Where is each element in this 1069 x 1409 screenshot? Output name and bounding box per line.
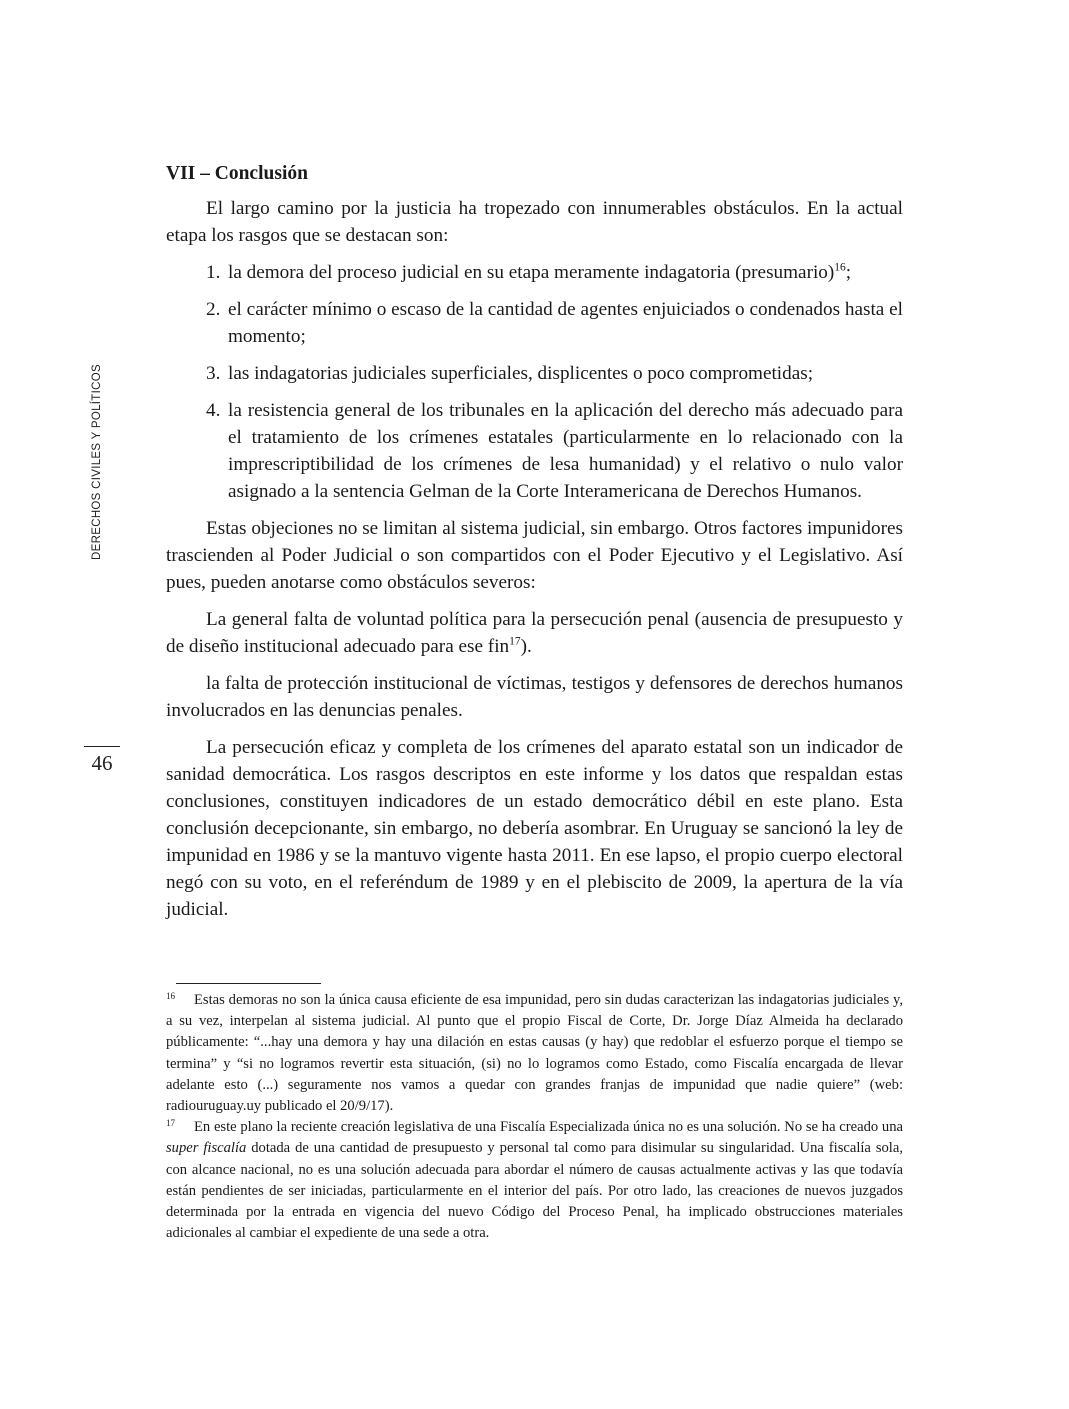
list-item-text: el carácter mínimo o escaso de la cantidad de agentes enjuiciados o condenados hasta el momento; [228, 299, 903, 347]
political-will-paragraph [166, 606, 903, 660]
list-item [166, 296, 903, 350]
list-item-text: la resistencia general de los tribunales en la aplicación del derecho más adecuado para el tratamiento de los crímenes estatales (particularmente en lo relacionado con la imprescriptibilidad de los crímenes de lesa humanidad) y el relativo o nulo valor asignado a la sentencia Gelman de la Corte Interamericana de Derechos Humanos. [228, 400, 903, 502]
footnote-17: 17 En este plano la reciente creación legislativa de una Fiscalía Especializada única no es una solución. No se ha creado una super fiscalía dotada de una cantidad de presupuesto y personal tal como para disimular su singularidad. Una fiscalía sola, con alcance nacional, no es una solución adecuada para abordar el número de causas actualmente activas y las que todavía están pendientes de ser iniciadas, particularmente en el interior del país. Por otro lado, las creaciones de nuevos juzgados determinada por la entrada en vigencia del nuevo Código del Proceso Penal, ha implicado obstrucciones materiales adicionales al cambiar el expediente de una sede a otra. [166, 1118, 903, 1242]
protection-paragraph: la falta de protección institucional de víctimas, testigos y defensores de derechos humanos involucrados en las denuncias penales. [166, 673, 903, 721]
running-section-label: DERECHOS CIVILES Y POLÍTICOS [91, 364, 103, 560]
footnote-reference[interactable]: 16 [834, 261, 846, 274]
list-item-number: 1. [206, 262, 221, 283]
section-heading: VII – Conclusión [166, 163, 308, 184]
footnote-16: 16 Estas demoras no son la única causa eficiente de esa impunidad, pero sin dudas caracterizan las indagatorias judiciales y, a su vez, interpelan al sistema judicial. Al punto que el propio Fiscal de Corte, Dr. Jorge Díaz Almeida ha declarado públicamente: “...hay una demora y hay una dilación en estas causas (y hay) que redoblar el esfuerzo porque el tiempo se termina” y “si no logramos revertir esta situación, (si) no lo logramos como Estado, como Fiscalía encargada de llevar adelante esto (...) seguramente nos vamos a quedar con grandes franjas de impunidad que nadie quiere” (web: radiouruguay.uy publicado el 20/9/17). [166, 991, 903, 1115]
list-item-punctuation: ; [845, 262, 852, 283]
footnote-text: En este plano la reciente creación legislativa de una Fiscalía Especializada única no es una solución. No se ha creado una [194, 1119, 903, 1136]
main-text [166, 160, 903, 933]
list-item-text: la demora del proceso judicial en su etapa meramente indagatoria (presumario) [228, 262, 835, 283]
list-item [166, 360, 903, 387]
list-item-number: 4. [206, 400, 221, 421]
list-item-number: 2. [206, 299, 221, 320]
list-item [166, 259, 903, 286]
objections-paragraph: Estas objeciones no se limitan al sistema judicial, sin embargo. Otros factores impunidores trascienden al Poder Judicial o son compartidos con el Poder Ejecutivo y el Legislativo. Así pues, pueden anotarse como obstáculos severos: [166, 518, 903, 593]
footnotes [166, 990, 903, 1244]
list-item-text: las indagatorias judiciales superficiales, displicentes o poco comprometidas; [228, 363, 814, 384]
political-will-text: La general falta de voluntad política para la persecución penal (ausencia de presupuesto y de diseño institucional adecuado para ese fin [166, 609, 903, 657]
political-will-punctuation: ). [520, 636, 532, 657]
page-number: 46 [84, 746, 120, 776]
footnote-text-continued: dotada de una cantidad de presupuesto y personal tal como para disimular su singularidad. Una fiscalía sola, con alcance nacional, no es una solución adecuada para abordar el número de causas actualmente activas y las que todavía están pendientes de ser iniciadas, particularmente en el interior del país. Por otro lado, las creaciones de nuevos juzgados determinada por la entrada en vigencia del nuevo Código del Proceso Penal, ha implicado obstrucciones materiales adicionales al cambiar el expediente de una sede a otra. [166, 1140, 903, 1242]
list-item-number: 3. [206, 363, 221, 384]
footnote-text: Estas demoras no son la única causa eficiente de esa impunidad, pero sin dudas caracterizan las indagatorias judiciales y, a su vez, interpelan al sistema judicial. Al punto que el propio Fiscal de Corte, Dr. Jorge Díaz Almeida ha declarado públicamente: “...hay una demora y hay una dilación en estas causas (y hay) que redoblar el esfuerzo porque el tiempo se termina” y “si no logramos revertir esta situación, (si) no lo logramos como Estado, como Fiscalía encargada de llevar adelante esto (...) seguramente nos vamos a quedar con grandes franjas de impunidad que nadie quiere” (web: radiouruguay.uy publicado el 20/9/17). [166, 992, 903, 1115]
footnote-separator [176, 983, 321, 984]
footnote-italic-term: super fiscalía [166, 1140, 247, 1157]
obstacle-list [166, 259, 903, 505]
list-item [166, 397, 903, 505]
footnote-reference[interactable]: 17 [509, 635, 521, 648]
intro-paragraph: El largo camino por la justicia ha tropezado con innumerables obstáculos. En la actual etapa los rasgos que se destacan son: [166, 198, 903, 246]
final-paragraph: La persecución eficaz y completa de los crímenes del aparato estatal son un indicador de sanidad democrática. Los rasgos descriptos en este informe y los datos que respaldan estas conclusiones, constituyen indicadores de un estado democrático débil en este plano. Esta conclusión decepcionante, sin embargo, no debería asombrar. En Uruguay se sancionó la ley de impunidad en 1986 y se la mantuvo vigente hasta 2011. En ese lapso, el propio cuerpo electoral negó con su voto, en el referéndum de 1989 y en el plebiscito de 2009, la apertura de la vía judicial. [166, 737, 903, 920]
